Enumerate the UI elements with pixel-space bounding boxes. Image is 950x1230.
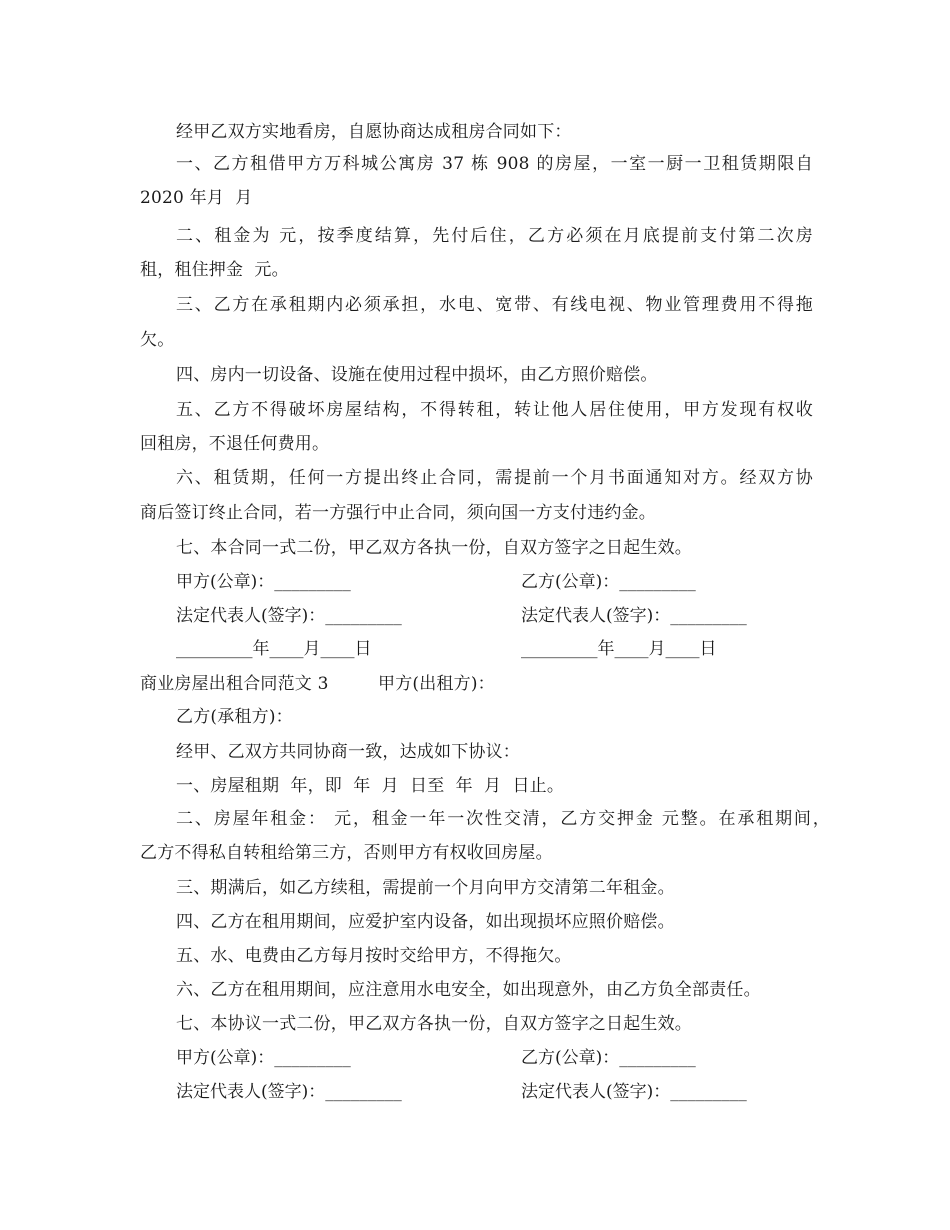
clause-5-line-1: 五、乙方不得破坏房屋结构，不得转租，转让他人居住使用，甲方发现有权收	[176, 400, 813, 420]
signature-2-rep-a: 法定代表人(签字)：_________	[176, 1082, 402, 1102]
clause-3-line-1: 三、乙方在承租期内必须承担，水电、宽带、有线电视、物业管理费用不得拖	[176, 295, 813, 315]
signature-2-party-b: 乙方(公章)：_________	[521, 1048, 696, 1068]
signature-rep-b: 法定代表人(签字)：_________	[521, 606, 747, 626]
clause-1-line-2: 2020 年月 月	[140, 188, 253, 208]
section-3-title: 商业房屋出租合同范文 3	[140, 674, 329, 694]
section-3-clause-6: 六、乙方在租用期间，应注意用水电安全，如出现意外，由乙方负全部责任。	[176, 980, 761, 1000]
signature-party-a: 甲方(公章)：_________	[176, 572, 351, 592]
section-3-clause-2-line-1: 二、房屋年租金： 元，租金一年一次性交清，乙方交押金 元整。在承租期间，	[176, 809, 830, 829]
section-3-clause-2-line-2: 乙方不得私自转租给第三方，否则甲方有权收回房屋。	[140, 843, 553, 863]
signature-party-b: 乙方(公章)：_________	[521, 572, 696, 592]
section-3-intro: 经甲、乙双方共同协商一致，达成如下协议：	[176, 742, 520, 762]
clause-3-line-2: 欠。	[140, 330, 175, 350]
clause-2-line-2: 租，租住押金 元。	[140, 260, 289, 280]
section-3-clause-5: 五、水、电费由乙方每月按时交给甲方，不得拖欠。	[176, 946, 572, 966]
section-3-clause-7: 七、本协议一式二份，甲乙双方各执一份，自双方签字之日起生效。	[176, 1014, 692, 1034]
signature-2-party-a: 甲方(公章)：_________	[176, 1048, 351, 1068]
clause-7: 七、本合同一式二份，甲乙双方各执一份，自双方签字之日起生效。	[176, 538, 692, 558]
clause-5-line-2: 回租房，不退任何费用。	[140, 434, 330, 454]
signature-2-rep-b: 法定代表人(签字)：_________	[521, 1082, 747, 1102]
section-3-clause-3: 三、期满后，如乙方续租，需提前一个月向甲方交清第二年租金。	[176, 878, 675, 898]
clause-2-line-1: 二、租金为 元，按季度结算，先付后住，乙方必须在月底提前支付第二次房	[176, 226, 813, 246]
section-3-party-a: 甲方(出租方)：	[378, 674, 495, 694]
signature-date-b: _________年____月____日	[521, 639, 717, 659]
signature-date-a: _________年____月____日	[176, 639, 372, 659]
signature-rep-a: 法定代表人(签字)：_________	[176, 606, 402, 626]
clause-1-line-1: 一、乙方租借甲方万科城公寓房 37 栋 908 的房屋，一室一厨一卫租赁期限自	[176, 154, 813, 174]
clause-6-line-2: 商后签订终止合同，若一方强行中止合同，须向国一方支付违约金。	[140, 503, 656, 523]
section-3-party-b: 乙方(承租方)：	[176, 707, 293, 727]
clause-4: 四、房内一切设备、设施在使用过程中损坏，由乙方照价赔偿。	[176, 365, 658, 385]
intro-paragraph: 经甲乙双方实地看房，自愿协商达成租房合同如下：	[176, 122, 572, 142]
clause-6-line-1: 六、租赁期，任何一方提出终止合同，需提前一个月书面通知对方。经双方协	[176, 468, 813, 488]
section-3-clause-1: 一、房屋租期 年，即 年 月 日至 年 月 日止。	[176, 776, 565, 796]
section-3-clause-4: 四、乙方在租用期间，应爱护室内设备，如出现损坏应照价赔偿。	[176, 912, 675, 932]
